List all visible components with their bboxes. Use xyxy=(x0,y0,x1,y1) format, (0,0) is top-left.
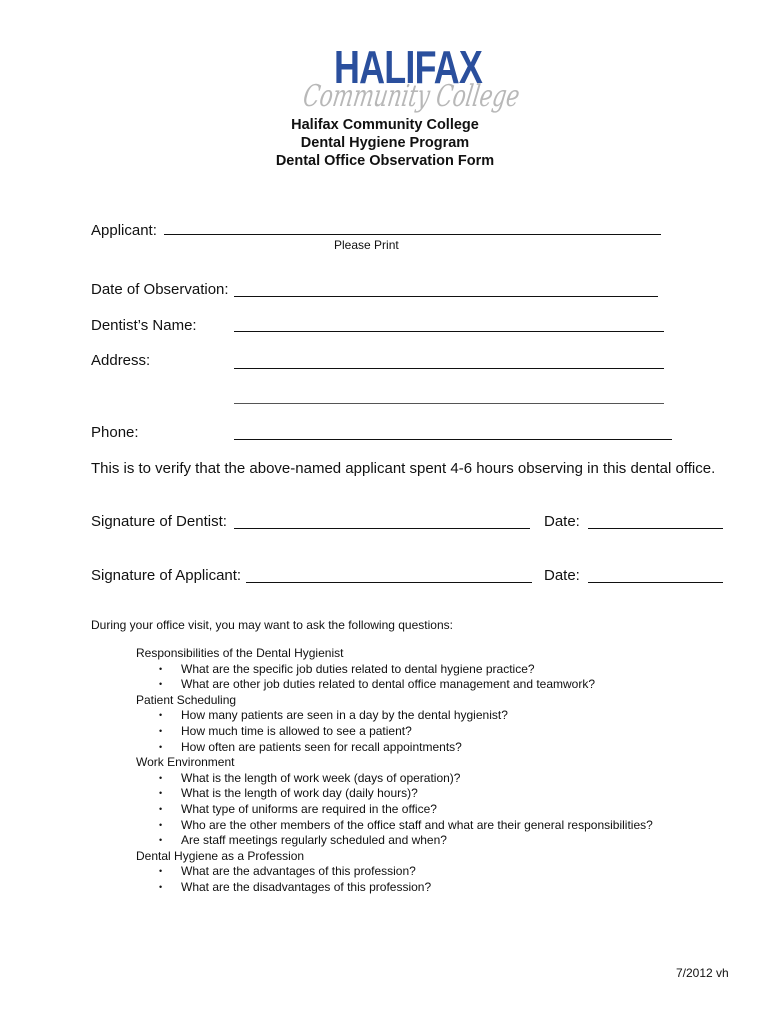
dentist-date-field[interactable] xyxy=(588,528,723,529)
applicant-hint: Please Print xyxy=(334,238,399,252)
signature-applicant-field[interactable] xyxy=(246,582,532,583)
bullet-icon: • xyxy=(159,679,163,690)
bullet-icon: • xyxy=(159,835,163,846)
signature-applicant-label: Signature of Applicant: xyxy=(91,567,242,584)
dentist-date-label: Date: xyxy=(544,513,580,530)
dentist-name-label: Dentist’s Name: xyxy=(91,317,197,334)
bullet-icon: • xyxy=(159,803,163,814)
question-item xyxy=(136,864,736,880)
logo-script: Community College xyxy=(300,79,522,114)
question-text: Who are the other members of the office staff and what are their general responsibilities? xyxy=(181,817,653,832)
bullet-icon: • xyxy=(159,772,163,783)
question-item xyxy=(136,677,736,693)
question-item xyxy=(136,662,736,678)
date-of-observation-field[interactable] xyxy=(234,296,658,297)
applicant-label: Applicant: xyxy=(91,222,157,239)
question-text: How often are patients seen for recall appointments? xyxy=(181,739,462,754)
question-item xyxy=(136,786,736,802)
logo-wordmark: HALIFAX xyxy=(334,41,483,93)
question-text: Are staff meetings regularly scheduled and when? xyxy=(181,833,447,848)
question-item xyxy=(136,708,736,724)
dentist-name-field[interactable] xyxy=(234,331,664,332)
question-section-title: Dental Hygiene as a Profession xyxy=(136,848,305,863)
question-text: What are the specific job duties related to dental hygiene practice? xyxy=(181,661,535,676)
questions-intro: During your office visit, you may want to ask the following questions: xyxy=(91,618,453,632)
question-text: What are other job duties related to dental office management and teamwork? xyxy=(181,677,596,692)
header-program: Dental Hygiene Program xyxy=(300,135,470,151)
question-item xyxy=(136,833,736,849)
question-section-title: Responsibilities of the Dental Hygienist xyxy=(136,646,344,660)
bullet-icon: • xyxy=(159,866,163,877)
applicant-date-label: Date: xyxy=(544,567,580,584)
applicant-field[interactable] xyxy=(164,234,661,235)
bullet-icon: • xyxy=(159,663,163,674)
revision-note: 7/2012 vh xyxy=(676,966,729,980)
question-text: What is the length of work day (daily hours)? xyxy=(181,786,418,801)
bullet-icon: • xyxy=(159,788,163,799)
question-text: How many patients are seen in a day by the dental hygienist? xyxy=(181,708,508,723)
signature-dentist-label: Signature of Dentist: xyxy=(91,513,227,530)
bullet-icon: • xyxy=(159,819,163,830)
question-text: What type of uniforms are required in the office? xyxy=(181,801,437,816)
question-item xyxy=(136,802,736,818)
signature-dentist-field[interactable] xyxy=(234,528,530,529)
address-field-line2[interactable] xyxy=(234,403,664,404)
question-item xyxy=(136,740,736,756)
question-section-title: Patient Scheduling xyxy=(136,692,237,707)
question-text: How much time is allowed to see a patient? xyxy=(181,723,412,738)
question-list xyxy=(136,646,736,896)
phone-field[interactable] xyxy=(234,439,672,440)
phone-label: Phone: xyxy=(91,424,139,441)
question-text: What are the advantages of this profession? xyxy=(181,864,416,879)
address-field-line1[interactable] xyxy=(234,368,664,369)
college-logo xyxy=(300,41,522,114)
question-item xyxy=(136,771,736,787)
question-item xyxy=(136,724,736,740)
bullet-icon: • xyxy=(159,741,163,752)
verification-statement: This is to verify that the above-named applicant spent 4-6 hours observing in this dental office. xyxy=(91,460,716,477)
date-of-observation-label: Date of Observation: xyxy=(91,281,229,298)
bullet-icon: • xyxy=(159,725,163,736)
question-text: What are the disadvantages of this profession? xyxy=(181,879,432,894)
header-college: Halifax Community College xyxy=(291,117,479,133)
header-form-title: Dental Office Observation Form xyxy=(275,153,495,169)
bullet-icon: • xyxy=(159,881,163,892)
bullet-icon: • xyxy=(159,710,163,721)
question-item xyxy=(136,818,736,834)
address-label: Address: xyxy=(91,352,151,369)
question-section-title: Work Environment xyxy=(136,755,235,770)
question-item xyxy=(136,880,736,896)
applicant-date-field[interactable] xyxy=(588,582,723,583)
question-text: What is the length of work week (days of operation)? xyxy=(181,770,461,785)
